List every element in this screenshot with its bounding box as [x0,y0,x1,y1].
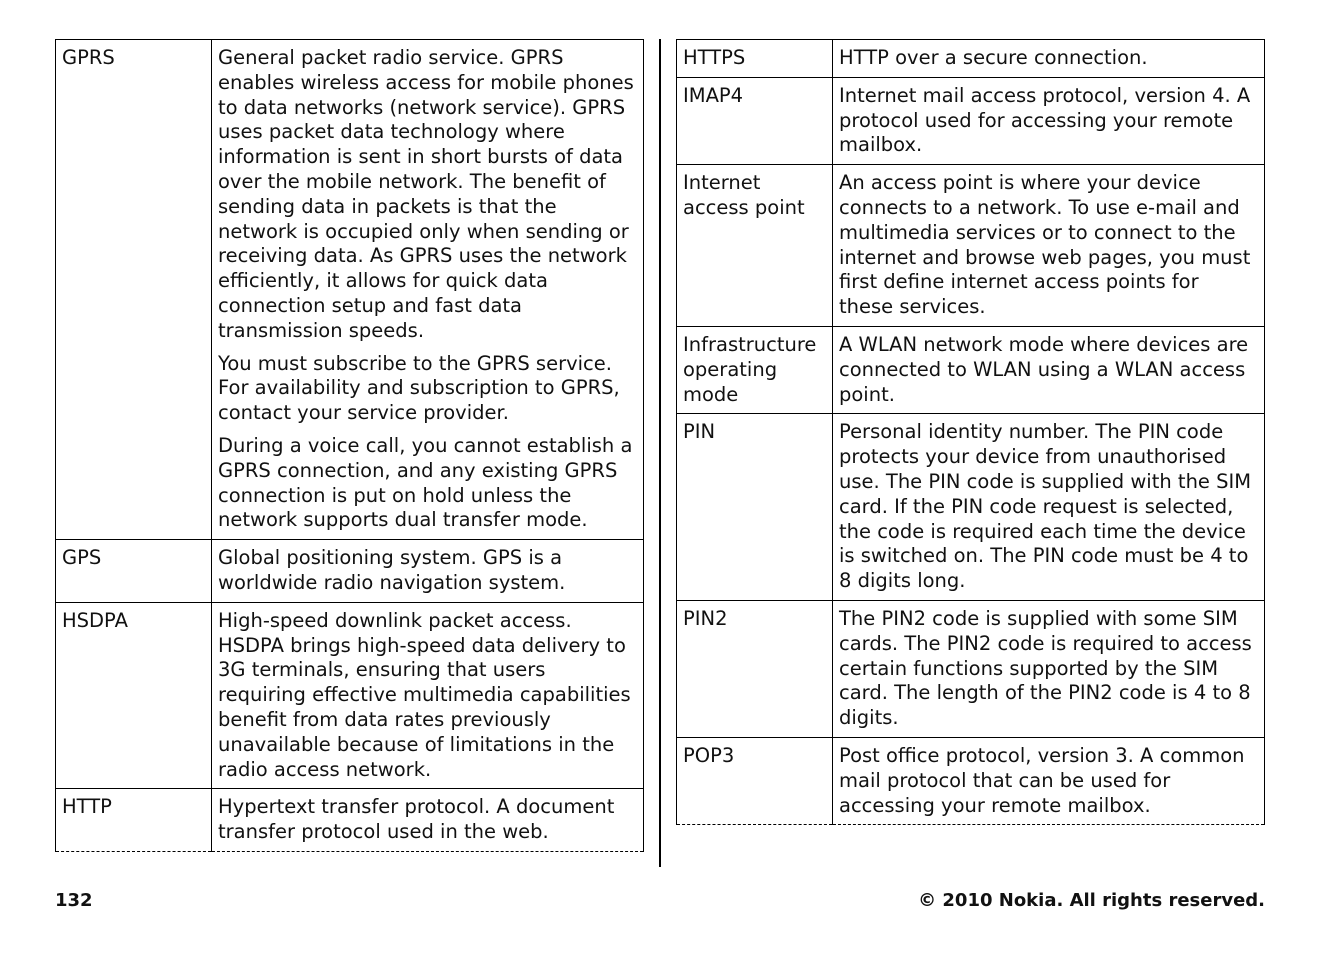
definition-paragraph: Internet mail access protocol, version 4. A protocol used for accessing your remote mailbox. [839,83,1251,157]
glossary-row [677,77,1265,164]
glossary-definition [833,600,1265,737]
definition-paragraph: You must subscribe to the GPRS service. For availability and subscription to GPRS, contact your service provider. [218,351,620,425]
glossary-row [677,737,1265,824]
glossary-term: HTTP [56,789,212,852]
glossary-term: HTTPS [677,40,833,78]
definition-paragraph: The PIN2 code is supplied with some SIM cards. The PIN2 code is required to access certain functions supported by the SIM card. The length of the PIN2 code is 4 to 8 digits. [839,606,1252,730]
glossary-definition [212,540,644,603]
glossary-row [677,40,1265,78]
glossary-term: PIN [677,414,833,601]
glossary-definition [833,40,1265,78]
glossary-definition [212,602,644,789]
glossary-term: Internet access point [677,165,833,327]
glossary-row [677,326,1265,413]
glossary-term: GPRS [56,40,212,540]
glossary-definition [212,789,644,852]
glossary-definition [833,414,1265,601]
glossary-row [56,540,644,603]
copyright-notice: © 2010 Nokia. All rights reserved. [918,890,1265,911]
glossary-term: IMAP4 [677,77,833,164]
glossary-row [56,40,644,540]
definition-paragraph: A WLAN network mode where devices are connected to WLAN using a WLAN access point. [839,332,1249,406]
glossary-term: HSDPA [56,602,212,789]
column-divider [659,39,661,867]
definition-paragraph: Personal identity number. The PIN code protects your device from unauthorised use. The PIN code is supplied with the SIM card. If the PIN code request is selected, the code is required each time the device is switched on. The PIN code must be 4 to 8 digits long. [839,420,1252,593]
definition-paragraph: High-speed downlink packet access. HSDPA brings high-speed data delivery to 3G terminals, ensuring that users requiring effective multimedia capabilities benefit from data rates previously unavailable because of limitations in the radio access network. [218,608,631,781]
definition-paragraph: HTTP over a secure connection. [839,46,1148,69]
glossary-term: POP3 [677,737,833,824]
definition-paragraph: An access point is where your device connects to a network. To use e-mail and multimedia services or to connect to the internet and browse web pages, you must first define internet access points for these services. [839,171,1251,319]
glossary-term: GPS [56,540,212,603]
glossary-row [677,165,1265,327]
glossary-column-right [676,39,1265,825]
glossary-row [677,414,1265,601]
glossary-table-body-right [677,40,1265,825]
glossary-row [56,789,644,852]
glossary-table-left [55,39,644,852]
glossary-definition [833,165,1265,327]
glossary-term: PIN2 [677,600,833,737]
definition-paragraph: During a voice call, you cannot establish a GPRS connection, and any existing GPRS connection is put on hold unless the network supports dual transfer mode. [218,433,633,532]
page-number: 132 [55,890,93,911]
glossary-definition [833,326,1265,413]
glossary-definition [833,77,1265,164]
definition-paragraph: Post office protocol, version 3. A common mail protocol that can be used for accessing your remote mailbox. [839,743,1245,817]
glossary-term: Infrastructure operating mode [677,326,833,413]
glossary-table-body-left [56,40,644,852]
glossary-row [56,602,644,789]
glossary-definition [212,40,644,540]
glossary-column-left [55,39,644,852]
glossary-table-right [676,39,1265,825]
definition-paragraph: General packet radio service. GPRS enables wireless access for mobile phones to data networks (network service). GPRS uses packet data technology where information is sent in short bursts of data over the mobile network. The benefit of sending data in packets is that the network is occupied only when sending or receiving data. As GPRS uses the network efficiently, it allows for quick data connection setup and fast data transmission speeds. [218,46,634,342]
glossary-row [677,600,1265,737]
definition-paragraph: Global positioning system. GPS is a worldwide radio navigation system. [218,546,566,594]
definition-paragraph: Hypertext transfer protocol. A document transfer protocol used in the web. [218,795,615,844]
glossary-definition [833,737,1265,824]
